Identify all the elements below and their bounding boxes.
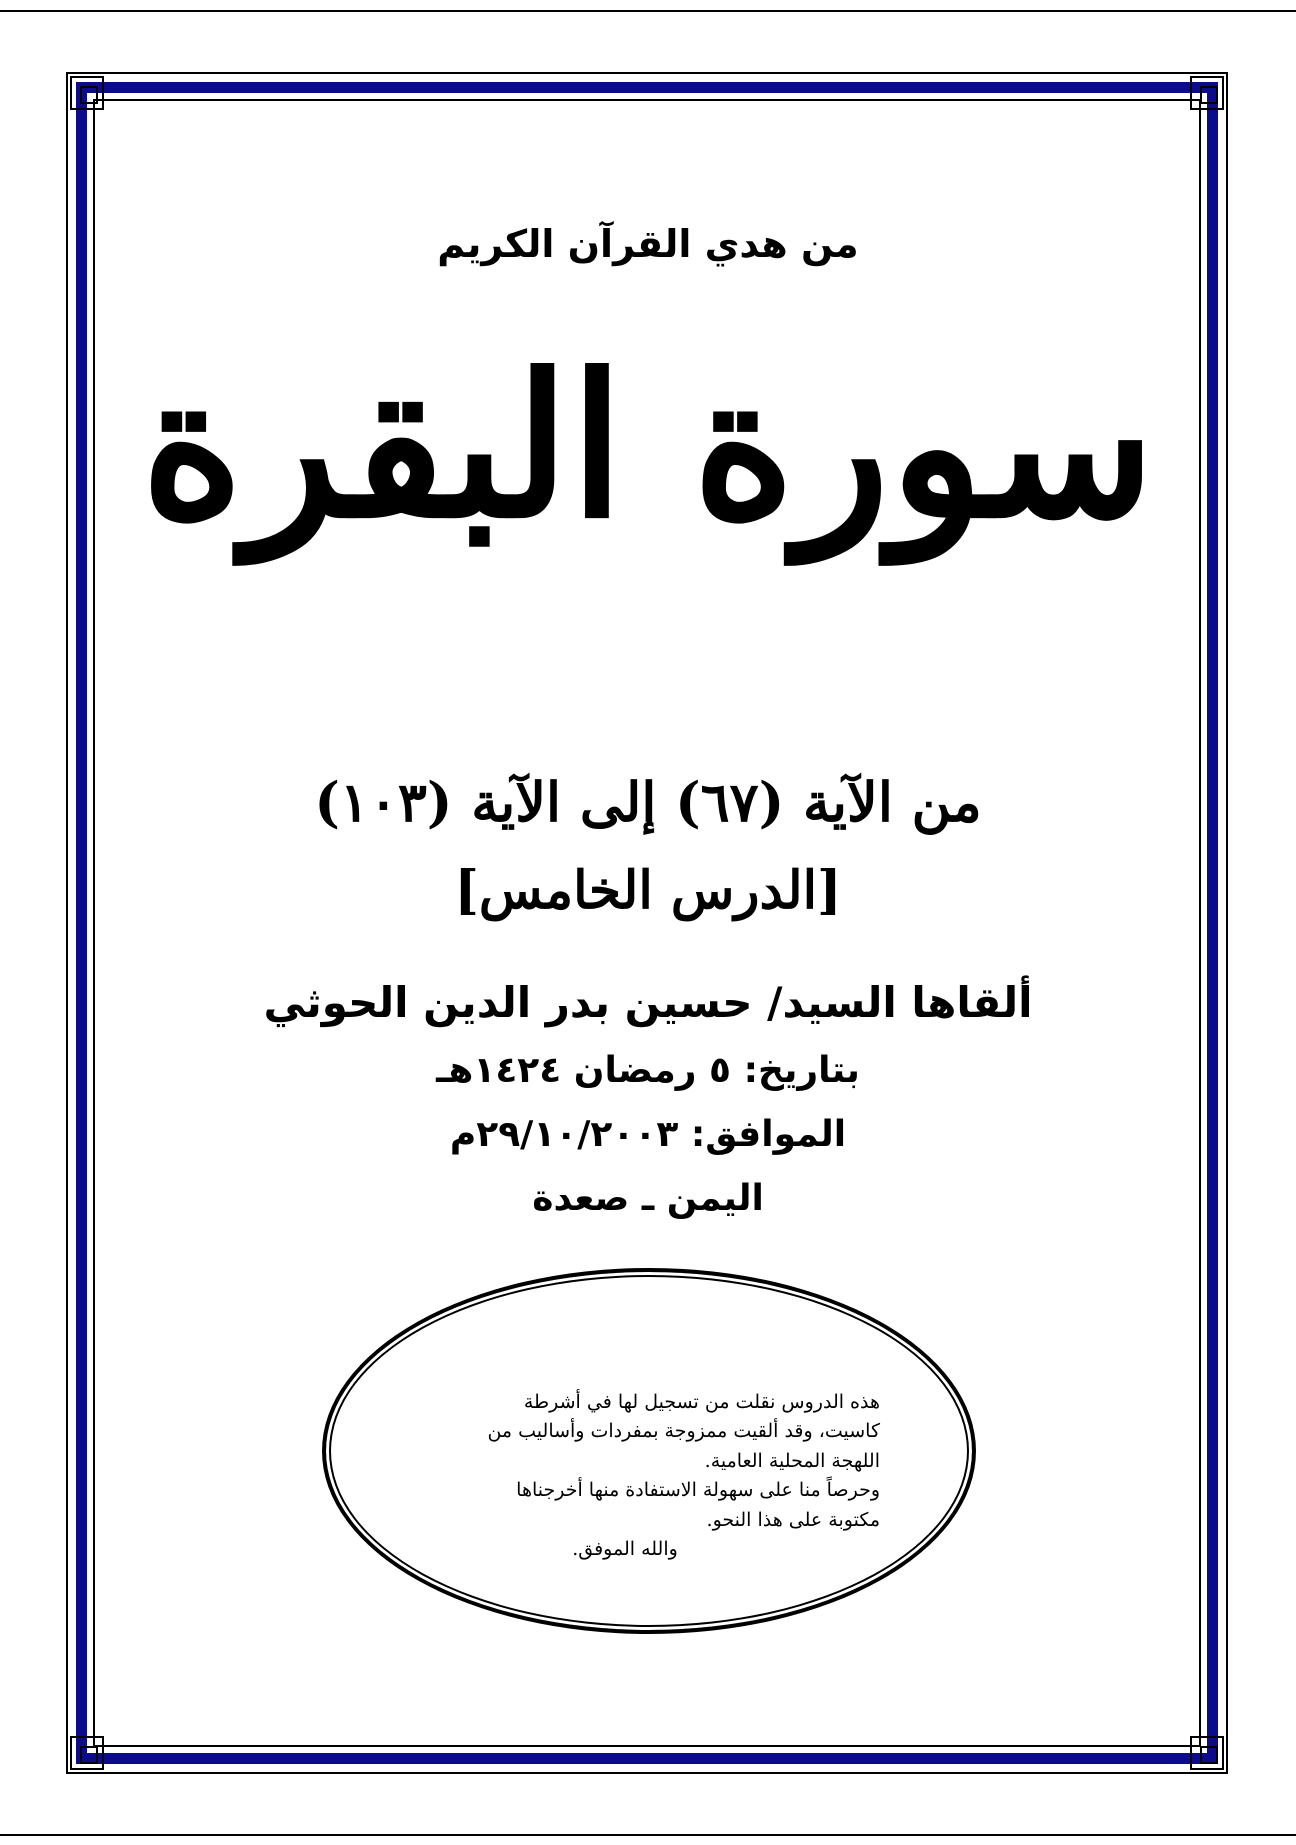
hijri-date: بتاريخ: ٥ رمضان ١٤٢٤هـ xyxy=(436,1050,860,1091)
corner-ornament-bottom-left xyxy=(70,1736,104,1770)
note-line: كاسيت، وقد ألقيت ممزوجة بمفردات وأساليب من xyxy=(487,1420,880,1443)
note-line: اللهجة المحلية العامية. xyxy=(704,1449,880,1472)
note-line: هذه الدروس نقلت من تسجيل لها في أشرطة xyxy=(523,1391,880,1413)
gregorian-date: الموافق: ٢٩/١٠/٢٠٠٣م xyxy=(449,1114,847,1155)
corner-ornament-top-right xyxy=(1190,76,1224,110)
corner-ornament-top-left xyxy=(70,76,104,110)
main-title: سورة البقرة xyxy=(140,332,1156,562)
note-closing: والله الموفق. xyxy=(572,1538,678,1561)
verse-range: من الآية (٦٧) إلى الآية (١٠٣) xyxy=(314,770,982,834)
note-line: مكتوبة على هذا النحو. xyxy=(706,1508,880,1531)
bottom-rule xyxy=(0,1834,1296,1836)
place-line: اليمن ـ صعدة xyxy=(532,1178,764,1219)
note-line: وحرصاً منا على سهولة الاستفادة منها أخرجناها xyxy=(516,1479,880,1502)
corner-ornament-bottom-right xyxy=(1190,1736,1224,1770)
lecturer-line: ألقاها السيد/ حسين بدر الدين الحوثي xyxy=(263,978,1033,1027)
series-title: من هدي القرآن الكريم xyxy=(437,222,859,266)
lesson-label: [الدرس الخامس] xyxy=(454,860,842,921)
transcription-note xyxy=(400,1388,880,1565)
top-rule xyxy=(0,10,1296,12)
